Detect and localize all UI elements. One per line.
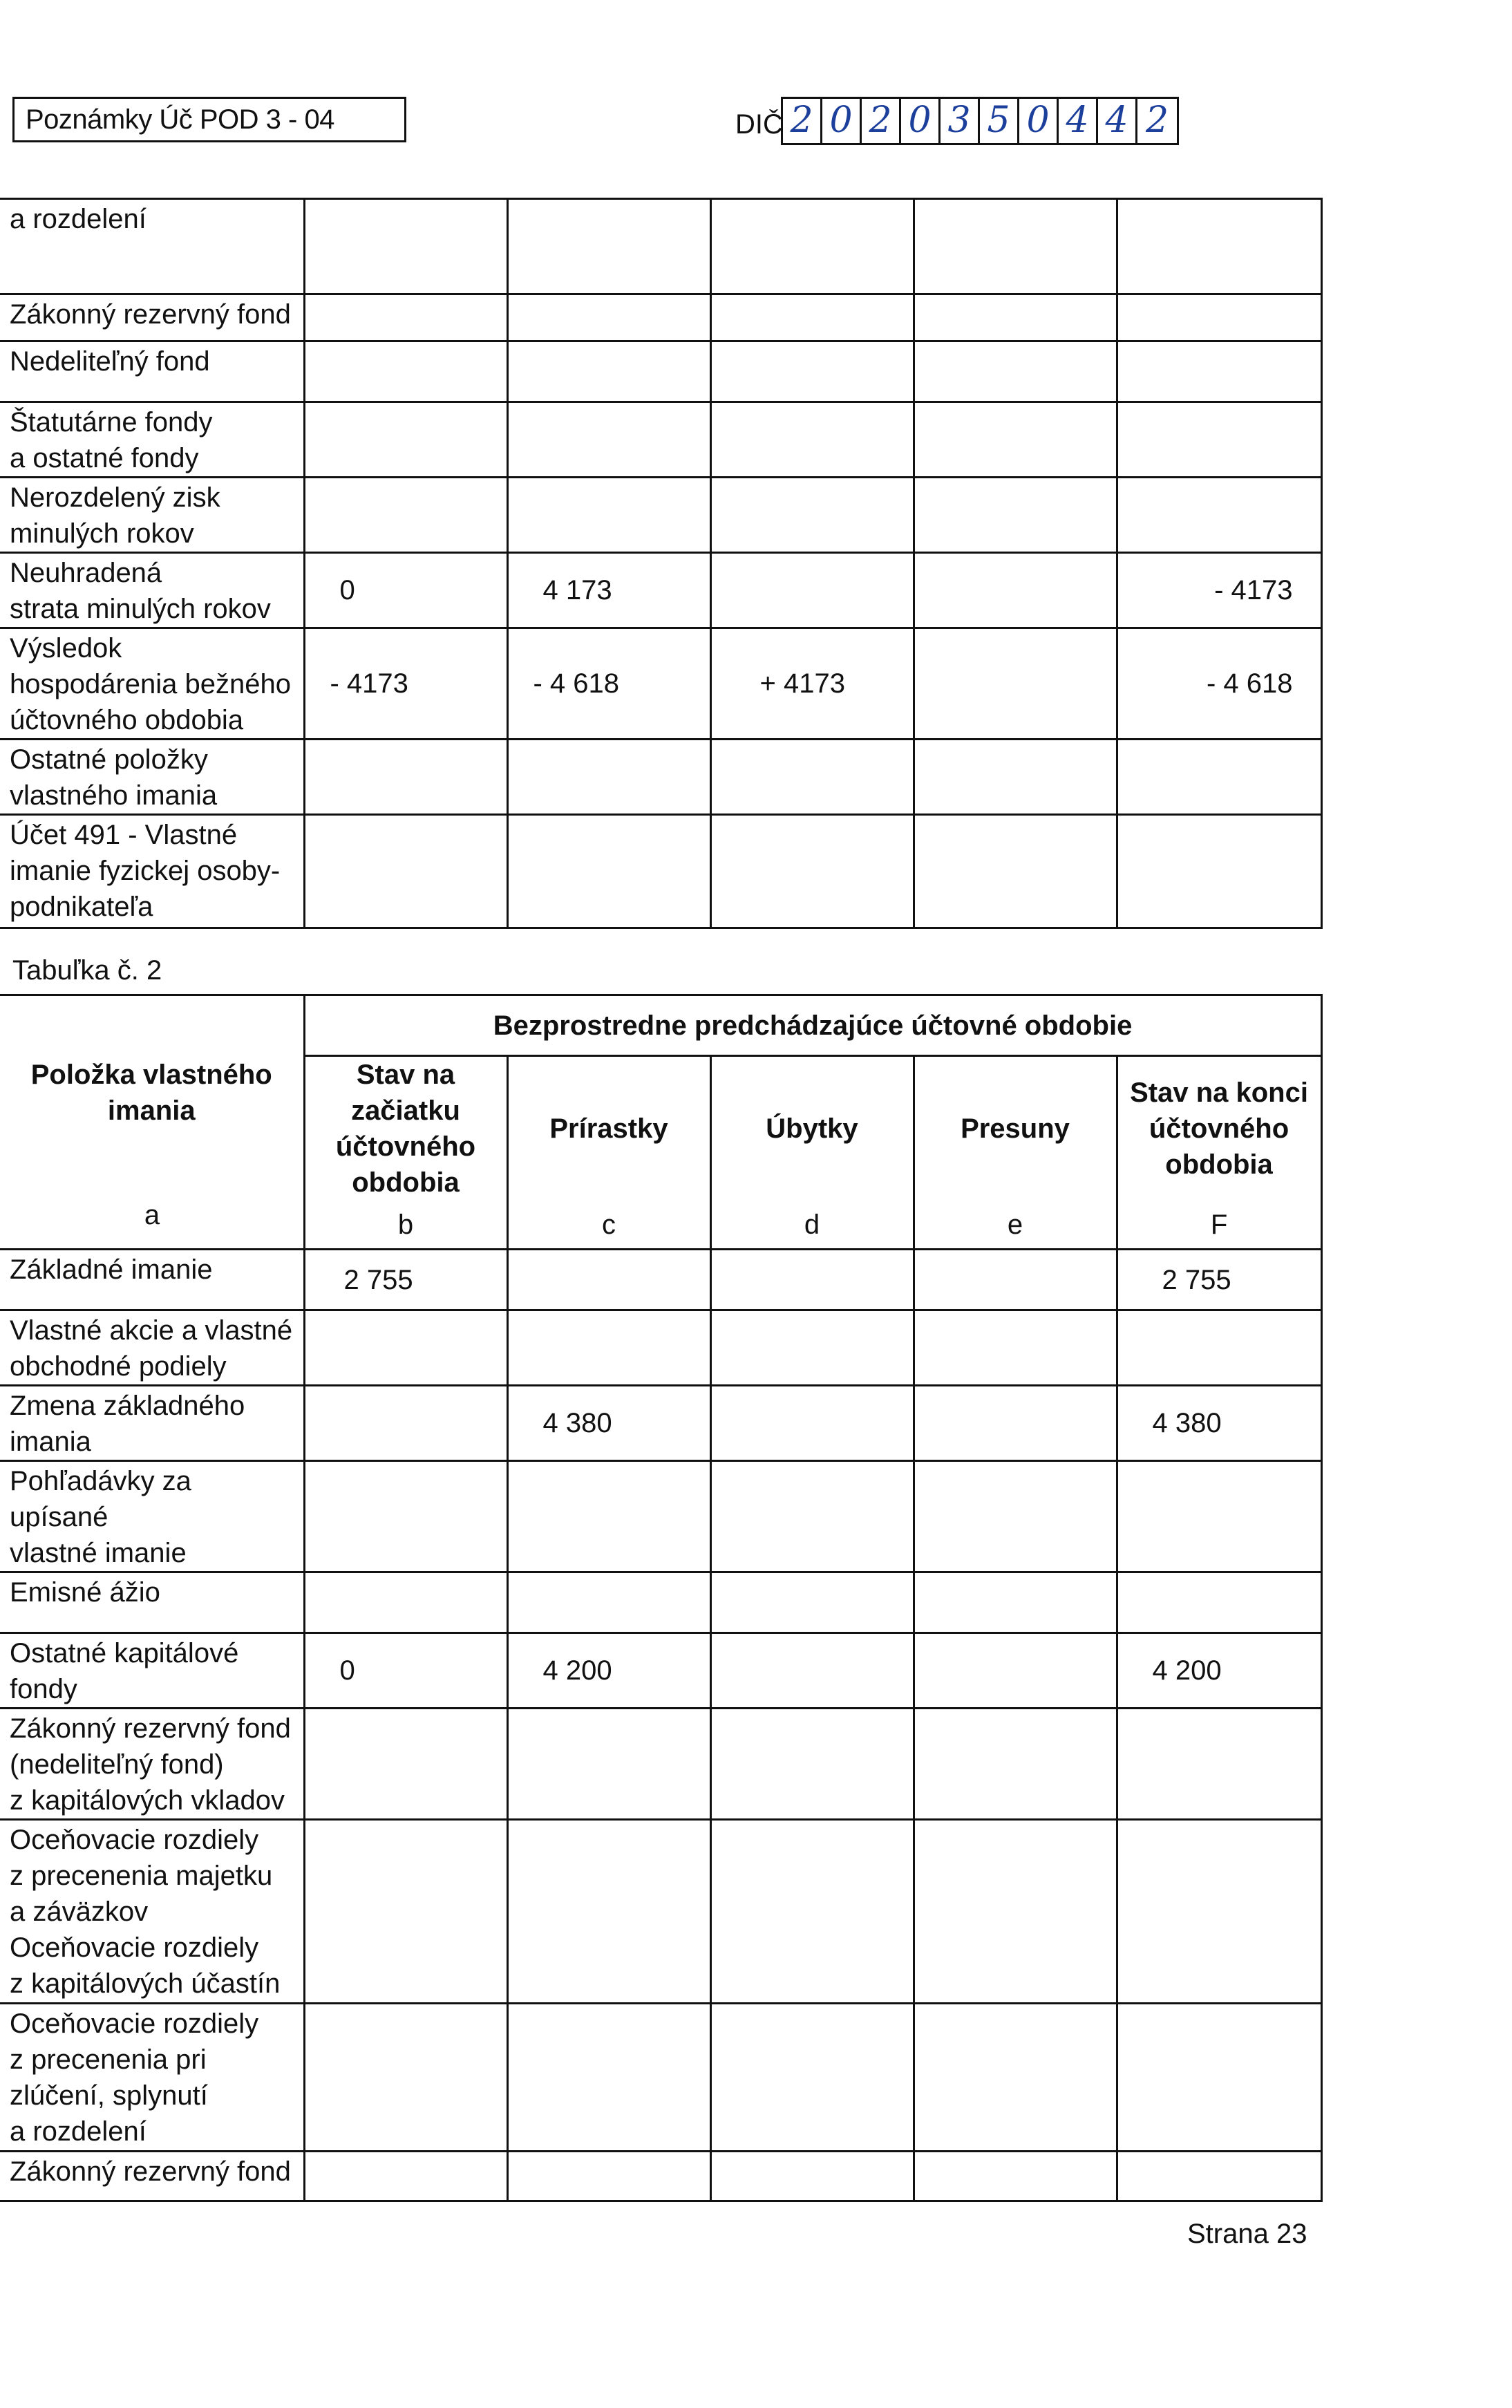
row-label: Štatutárne fondy a ostatné fondy bbox=[0, 402, 304, 478]
row-label: Pohľadávky za upísané vlastné imanie bbox=[0, 1461, 304, 1572]
cell-b bbox=[304, 2152, 507, 2201]
cell-c bbox=[507, 199, 710, 294]
table-row bbox=[0, 294, 1321, 341]
cell-d bbox=[710, 341, 914, 402]
cell-e bbox=[914, 1386, 1117, 1461]
table-row bbox=[0, 341, 1321, 402]
cell-f bbox=[1117, 341, 1321, 402]
cell-b bbox=[304, 2004, 507, 2152]
cell-e bbox=[914, 1633, 1117, 1709]
cell-e bbox=[914, 2152, 1117, 2201]
column-letter-d: d bbox=[710, 1201, 914, 1250]
cell-f: - 4173 bbox=[1117, 553, 1321, 628]
table-row bbox=[0, 2152, 1321, 2201]
cell-f bbox=[1117, 199, 1321, 294]
row-label: Oceňovacie rozdiely z precenenia majetku a záväzkov Oceňovacie rozdiely z kapitálových účastín bbox=[0, 1820, 304, 2004]
row-label: Základné imanie bbox=[0, 1250, 304, 1310]
table-row bbox=[0, 1250, 1321, 1310]
cell-c: 4 173 bbox=[507, 553, 710, 628]
page-number: Strana 23 bbox=[1187, 2219, 1307, 2249]
cell-b bbox=[304, 478, 507, 553]
row-label: Nerozdelený zisk minulých rokov bbox=[0, 478, 304, 553]
table-row bbox=[0, 478, 1321, 553]
cell-b bbox=[304, 1709, 507, 1820]
equity-table-previous-period bbox=[0, 994, 1323, 2202]
cell-e bbox=[914, 1461, 1117, 1572]
dic-digit: 4 bbox=[1098, 99, 1137, 143]
dic-digit: 3 bbox=[941, 99, 980, 143]
row-label: Ostatné kapitálové fondy bbox=[0, 1633, 304, 1709]
table-row bbox=[0, 628, 1321, 740]
cell-d bbox=[710, 199, 914, 294]
period-header: Bezprostredne predchádzajúce účtovné obdobie bbox=[304, 995, 1321, 1056]
cell-c: - 4 618 bbox=[507, 628, 710, 740]
dic-field bbox=[781, 97, 1179, 145]
cell-f: 2 755 bbox=[1117, 1250, 1321, 1310]
dic-digit: 0 bbox=[1019, 99, 1059, 143]
cell-b bbox=[304, 740, 507, 815]
row-label: Emisné ážio bbox=[0, 1572, 304, 1633]
cell-f bbox=[1117, 478, 1321, 553]
cell-c bbox=[507, 1709, 710, 1820]
cell-c: 4 200 bbox=[507, 1633, 710, 1709]
cell-e bbox=[914, 1250, 1117, 1310]
column-header-d: Úbytky bbox=[710, 1056, 914, 1201]
cell-e bbox=[914, 199, 1117, 294]
row-label: Výsledok hospodárenia bežného účtovného obdobia bbox=[0, 628, 304, 740]
cell-e bbox=[914, 628, 1117, 740]
row-label: Účet 491 - Vlastné imanie fyzickej osoby- podnikateľa bbox=[0, 815, 304, 928]
table-row bbox=[0, 740, 1321, 815]
header-row bbox=[0, 995, 1321, 1056]
table-row bbox=[0, 1310, 1321, 1386]
cell-c bbox=[507, 478, 710, 553]
form-title: Poznámky Úč POD 3 - 04 bbox=[12, 97, 406, 142]
cell-d bbox=[710, 2152, 914, 2201]
cell-d bbox=[710, 1386, 914, 1461]
cell-d bbox=[710, 1633, 914, 1709]
table-row bbox=[0, 815, 1321, 928]
row-label: Ostatné položky vlastného imania bbox=[0, 740, 304, 815]
cell-e bbox=[914, 740, 1117, 815]
cell-b bbox=[304, 1461, 507, 1572]
cell-c bbox=[507, 740, 710, 815]
cell-f bbox=[1117, 1820, 1321, 2004]
cell-b: 2 755 bbox=[304, 1250, 507, 1310]
cell-c bbox=[507, 815, 710, 928]
cell-f bbox=[1117, 1461, 1321, 1572]
cell-e bbox=[914, 478, 1117, 553]
cell-c bbox=[507, 2152, 710, 2201]
cell-d bbox=[710, 740, 914, 815]
cell-d bbox=[710, 815, 914, 928]
cell-d bbox=[710, 1820, 914, 2004]
cell-f: - 4 618 bbox=[1117, 628, 1321, 740]
cell-b bbox=[304, 1572, 507, 1633]
table-caption: Tabuľka č. 2 bbox=[12, 955, 162, 986]
cell-d: + 4173 bbox=[710, 628, 914, 740]
dic-digit: 2 bbox=[1145, 100, 1169, 141]
cell-c bbox=[507, 1250, 710, 1310]
cell-e bbox=[914, 553, 1117, 628]
row-label: Zákonný rezervný fond bbox=[0, 294, 304, 341]
row-label: Zmena základného imania bbox=[0, 1386, 304, 1461]
cell-d bbox=[710, 2004, 914, 2152]
cell-e bbox=[914, 1709, 1117, 1820]
cell-e bbox=[914, 341, 1117, 402]
cell-e bbox=[914, 294, 1117, 341]
cell-d bbox=[710, 1461, 914, 1572]
cell-d bbox=[710, 1310, 914, 1386]
cell-c bbox=[507, 341, 710, 402]
row-label: Zákonný rezervný fond bbox=[0, 2152, 304, 2201]
table-row bbox=[0, 1572, 1321, 1633]
cell-b: 0 bbox=[304, 1633, 507, 1709]
row-label: Nedeliteľný fond bbox=[0, 341, 304, 402]
cell-b bbox=[304, 294, 507, 341]
column-letter-f: F bbox=[1117, 1201, 1321, 1250]
cell-c bbox=[507, 1310, 710, 1386]
cell-b bbox=[304, 341, 507, 402]
cell-c bbox=[507, 1461, 710, 1572]
cell-e bbox=[914, 402, 1117, 478]
equity-table-continuation bbox=[0, 198, 1323, 929]
table-row bbox=[0, 2004, 1321, 2152]
cell-b bbox=[304, 199, 507, 294]
cell-b: 0 bbox=[304, 553, 507, 628]
column-header-b: Stav na začiatku účtovného obdobia bbox=[304, 1056, 507, 1201]
row-label: a rozdelení bbox=[0, 199, 304, 294]
cell-f bbox=[1117, 815, 1321, 928]
cell-c bbox=[507, 402, 710, 478]
cell-e bbox=[914, 1820, 1117, 2004]
cell-e bbox=[914, 1572, 1117, 1633]
cell-d bbox=[710, 1250, 914, 1310]
cell-d bbox=[710, 1572, 914, 1633]
cell-d bbox=[710, 294, 914, 341]
cell-c: 4 380 bbox=[507, 1386, 710, 1461]
column-letter-e: e bbox=[914, 1201, 1117, 1250]
cell-b bbox=[304, 1386, 507, 1461]
cell-f bbox=[1117, 2004, 1321, 2152]
dic-digit: 5 bbox=[980, 99, 1019, 143]
column-header-f: Stav na konci účtovného obdobia bbox=[1117, 1056, 1321, 1201]
column-letter-b: b bbox=[304, 1201, 507, 1250]
dic-digit: 4 bbox=[1059, 99, 1098, 143]
dic-digit: 0 bbox=[822, 99, 862, 143]
cell-d bbox=[710, 402, 914, 478]
cell-d bbox=[710, 553, 914, 628]
cell-f bbox=[1117, 1709, 1321, 1820]
cell-f: 4 200 bbox=[1117, 1633, 1321, 1709]
cell-c bbox=[507, 2004, 710, 2152]
cell-f bbox=[1117, 294, 1321, 341]
cell-f bbox=[1117, 1572, 1321, 1633]
cell-e bbox=[914, 815, 1117, 928]
row-label: Oceňovacie rozdiely z precenenia pri zlúčení, splynutí a rozdelení bbox=[0, 2004, 304, 2152]
table-row bbox=[0, 402, 1321, 478]
cell-c bbox=[507, 1572, 710, 1633]
cell-b bbox=[304, 1310, 507, 1386]
cell-c bbox=[507, 1820, 710, 2004]
table-row bbox=[0, 199, 1321, 294]
cell-d bbox=[710, 478, 914, 553]
cell-f bbox=[1117, 402, 1321, 478]
row-label: Neuhradená strata minulých rokov bbox=[0, 553, 304, 628]
row-label: Zákonný rezervný fond (nedeliteľný fond) z kapitálových vkladov bbox=[0, 1709, 304, 1820]
dic-digit: 0 bbox=[901, 99, 941, 143]
table-row bbox=[0, 1386, 1321, 1461]
column-header-c: Prírastky bbox=[507, 1056, 710, 1201]
table-row bbox=[0, 1633, 1321, 1709]
column-header-item: Položka vlastného imania bbox=[0, 995, 304, 1250]
cell-e bbox=[914, 1310, 1117, 1386]
cell-e bbox=[914, 2004, 1117, 2152]
row-label: Vlastné akcie a vlastné obchodné podiely bbox=[0, 1310, 304, 1386]
dic-label: DIČ bbox=[735, 109, 783, 140]
dic-digit: 2 bbox=[862, 99, 901, 143]
table-row bbox=[0, 1820, 1321, 2004]
column-letter-a: a bbox=[144, 1200, 160, 1230]
table-row bbox=[0, 1709, 1321, 1820]
cell-f bbox=[1117, 1310, 1321, 1386]
cell-b bbox=[304, 1820, 507, 2004]
dic-digit: 2 bbox=[783, 99, 822, 143]
cell-f bbox=[1117, 740, 1321, 815]
cell-f bbox=[1117, 2152, 1321, 2201]
table-row bbox=[0, 553, 1321, 628]
cell-c bbox=[507, 294, 710, 341]
table-row bbox=[0, 1461, 1321, 1572]
cell-f: 4 380 bbox=[1117, 1386, 1321, 1461]
cell-b: - 4173 bbox=[304, 628, 507, 740]
cell-b bbox=[304, 815, 507, 928]
column-header-e: Presuny bbox=[914, 1056, 1117, 1201]
column-letter-c: c bbox=[507, 1201, 710, 1250]
cell-d bbox=[710, 1709, 914, 1820]
cell-b bbox=[304, 402, 507, 478]
